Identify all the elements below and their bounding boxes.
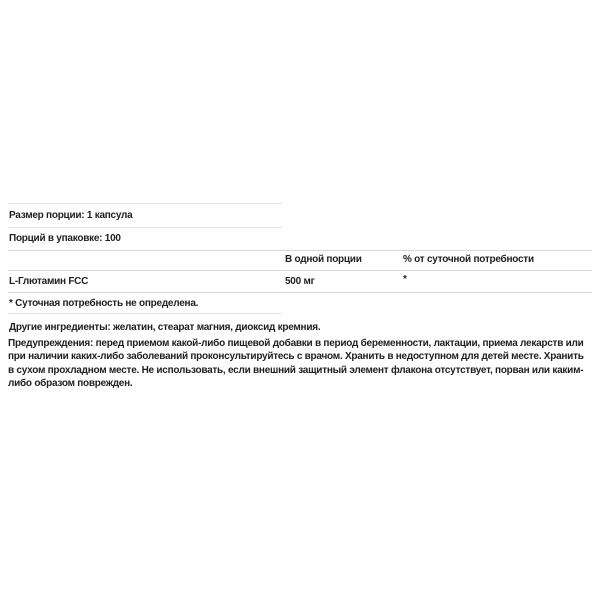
supplement-facts-panel: [8, 0, 592, 600]
serving-size-label: Размер порции:: [9, 210, 85, 221]
table-top-divider: [8, 250, 592, 251]
ingredient-amount: 500 мг: [285, 276, 315, 287]
ingredient-name: L-Глютамин FCC: [9, 276, 89, 287]
divider: [8, 227, 282, 228]
servings-per-container-label: Порций в упаковке:: [9, 233, 103, 244]
daily-value-footnote: * Суточная потребность не определена.: [9, 298, 199, 309]
ingredient-daily-value: *: [403, 274, 407, 285]
warnings-paragraph: Предупреждения: перед приемом какой-либо пищевой добавки в период беременности, лактации, приема лекарств или при наличии каких-либо заболеваний проконсультируйтесь с врачом. Хранить в недоступном для детей месте. Хранить в сухом прохладном месте. Не использовать, если внешний защитный элемент флакона отсутствует, порван или каким-либо образом поврежден.: [8, 338, 584, 390]
other-ingredients: Другие ингредиенты: желатин, стеарат магния, диоксид кремния.: [9, 322, 321, 333]
table-header-divider: [8, 270, 592, 271]
table-header-amount: В одной порции: [285, 254, 362, 265]
table-header-daily-value: % от суточной потребности: [403, 254, 534, 265]
serving-size-row: [9, 210, 132, 222]
servings-per-container-value: 100: [104, 233, 121, 244]
divider: [8, 203, 282, 204]
servings-per-container-row: [9, 233, 121, 245]
divider: [8, 313, 282, 314]
serving-size-value: 1 капсула: [86, 210, 133, 221]
table-bottom-divider: [8, 292, 592, 293]
